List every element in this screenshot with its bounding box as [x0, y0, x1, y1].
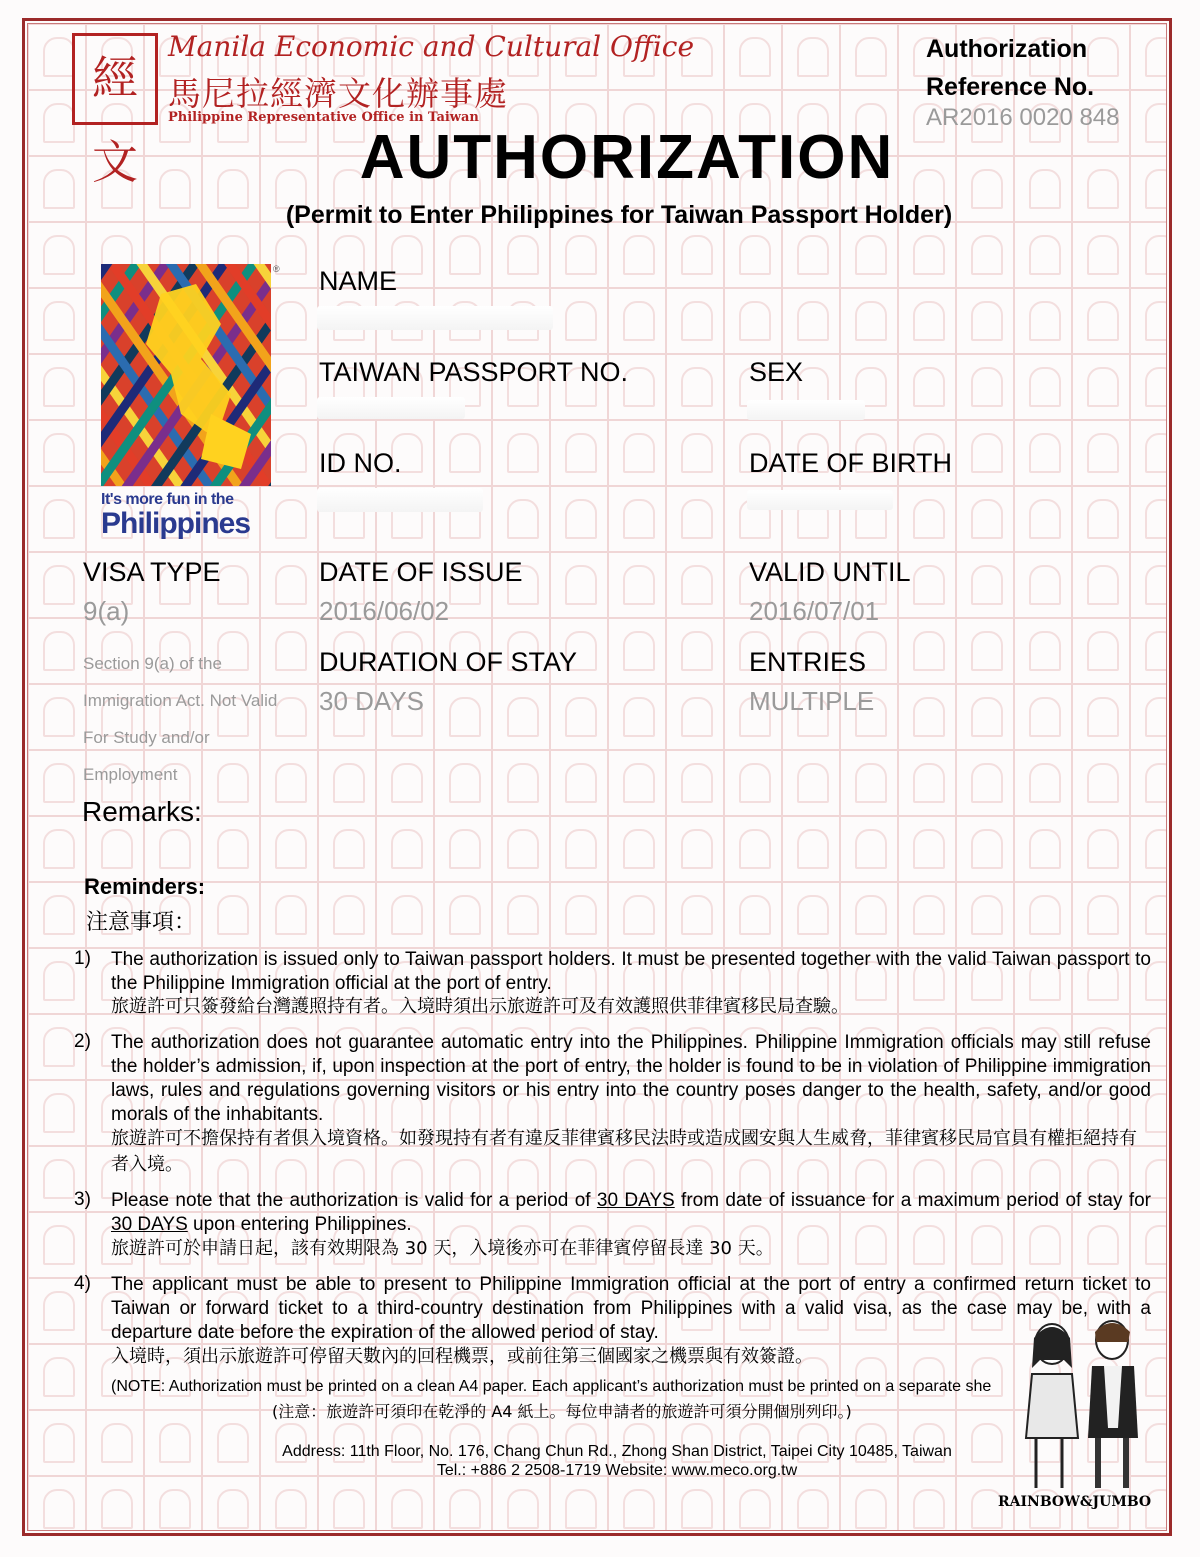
reference-label-line2: Reference No. — [926, 73, 1095, 101]
visa-note-line: For Study and/or — [83, 728, 210, 747]
print-note-chinese: (注意：旅遊許可須印在乾淨的 A4 紙上。每位申請者的旅遊許可須分開個別列印。) — [272, 1402, 852, 1421]
org-name-english: Manila Economic and Cultural Office — [168, 30, 695, 63]
id-number-redacted-value — [317, 488, 483, 512]
duration-label: DURATION OF STAY — [319, 647, 578, 677]
name-redacted-value — [317, 306, 553, 330]
reference-label-line1: Authorization — [926, 35, 1088, 63]
tourism-poster — [101, 264, 280, 544]
reminder-emphasis: 30 DAYS — [596, 1190, 675, 1211]
meco-seal-logo: 經文 — [72, 33, 158, 125]
org-name-chinese: 馬尼拉經濟文化辦事處 — [168, 74, 508, 113]
document-subtitle: (Permit to Enter Philippines for Taiwan Passport Holder) — [285, 201, 953, 229]
reminder-number: 1) — [74, 948, 91, 969]
org-subtitle: Philippine Representative Office in Taiwan — [168, 110, 479, 125]
reminders-heading: Reminders: — [84, 874, 206, 899]
visa-type-note — [83, 645, 308, 793]
name-label: NAME — [319, 266, 398, 296]
visa-note-line: Employment — [83, 765, 178, 784]
id-number-label: ID NO. — [319, 448, 402, 478]
poster-artwork — [101, 264, 271, 486]
reminder-emphasis: 30 DAYS — [111, 1214, 188, 1235]
couple-illustration-watermark — [1012, 1318, 1160, 1494]
reminder-text-part: from date of issuance for a maximum period of stay for — [674, 1190, 1151, 1211]
reminder-text-part: Please note that the authorization is valid for a period of — [111, 1190, 597, 1211]
reminder-text: The authorization is issued only to Taiwan passport holders. It must be presented together with the valid Taiwan passport to the Philippine Immigration official at the port of entry. — [111, 949, 1151, 994]
sex-label: SEX — [749, 357, 804, 387]
reminder-text-chinese: 入境時，須出示旅遊許可停留天數內的回程機票，或前往第三個國家之機票與有效簽證。 — [111, 1346, 813, 1367]
reminder-text: The authorization does not guarantee automatic entry into the Philippines. Philippine Immigration officials may still refuse the holder’s admission, if, upon inspection at the port of entry, the holder is found to be in violation of Philippine immigration laws, rules and regulations governing visitors or his entry into the country poses danger to the health, safety, and/or good morals of the inhabitants. — [111, 1032, 1151, 1125]
reminder-text — [111, 1189, 1151, 1237]
reminder-number: 3) — [74, 1189, 91, 1210]
reference-number: AR2016 0020 848 — [926, 104, 1120, 131]
watermark-caption: RAINBOW&JUMBO — [998, 1494, 1152, 1510]
passport-label: TAIWAN PASSPORT NO. — [319, 357, 629, 387]
visa-type-value: 9(a) — [83, 596, 130, 626]
reminder-text: The applicant must be able to present to Philippine Immigration official at the port of entry a confirmed return ticket to Taiwan or forward ticket to a third-country destination from Philippines with a valid visa, as the case may be, with a departure date before the expiration of the allowed period of stay. — [111, 1274, 1151, 1343]
footer-phone-website: Tel.: +886 2 2508-1719 Website: www.meco.org.tw — [436, 1462, 798, 1479]
entries-value: MULTIPLE — [749, 686, 875, 716]
reminder-number: 2) — [74, 1031, 91, 1052]
footer-address: Address: 11th Floor, No. 176, Chang Chun Rd., Zhong Shan District, Taipei City 10485, Taiwan — [282, 1443, 952, 1460]
reminders-heading-chinese: 注意事項： — [86, 910, 197, 935]
poster-tagline-bottom: Philippines — [101, 507, 251, 540]
reminder-text-chinese: 旅遊許可於申請日起，該有效期限為 30 天，入境後亦可在菲律賓停留長達 30 天。 — [111, 1238, 774, 1259]
entries-label: ENTRIES — [749, 647, 867, 677]
remarks-label: Remarks: — [82, 796, 202, 827]
visa-note-line: Section 9(a) of the — [83, 654, 222, 673]
reminder-text-part: upon entering Philippines. — [187, 1214, 412, 1235]
valid-until-value: 2016/07/01 — [749, 596, 880, 626]
passport-redacted-value — [317, 397, 465, 419]
reference-label — [926, 30, 1176, 106]
date-of-issue-label: DATE OF ISSUE — [319, 557, 523, 587]
date-of-issue-value: 2016/06/02 — [319, 596, 450, 626]
date-of-birth-redacted-value — [747, 490, 893, 510]
reminder-number: 4) — [74, 1273, 91, 1294]
sex-redacted-value — [747, 400, 865, 420]
print-note: (NOTE: Authorization must be printed on a clean A4 paper. Each applicant’s authorization must be printed on a separate she — [111, 1378, 992, 1395]
valid-until-label: VALID UNTIL — [749, 557, 911, 587]
registered-mark: ® — [273, 264, 280, 274]
visa-note-line: Immigration Act. Not Valid — [83, 691, 278, 710]
duration-value: 30 DAYS — [319, 686, 425, 716]
document-title: AUTHORIZATION — [359, 123, 895, 192]
reminder-text-chinese: 旅遊許可只簽發給台灣護照持有者。入境時須出示旅遊許可及有效護照供菲律賓移民局查驗。 — [111, 996, 849, 1017]
date-of-birth-label: DATE OF BIRTH — [749, 448, 953, 478]
visa-type-label: VISA TYPE — [83, 557, 221, 587]
reminder-text-chinese: 旅遊許可不擔保持有者俱入境資格。如發現持有者有違反菲律賓移民法時或造成國安與人生威脅，菲律賓移民局官員有權拒絕持有者入境。 — [111, 1128, 1137, 1175]
poster-tagline-top: It's more fun in the — [101, 491, 234, 508]
